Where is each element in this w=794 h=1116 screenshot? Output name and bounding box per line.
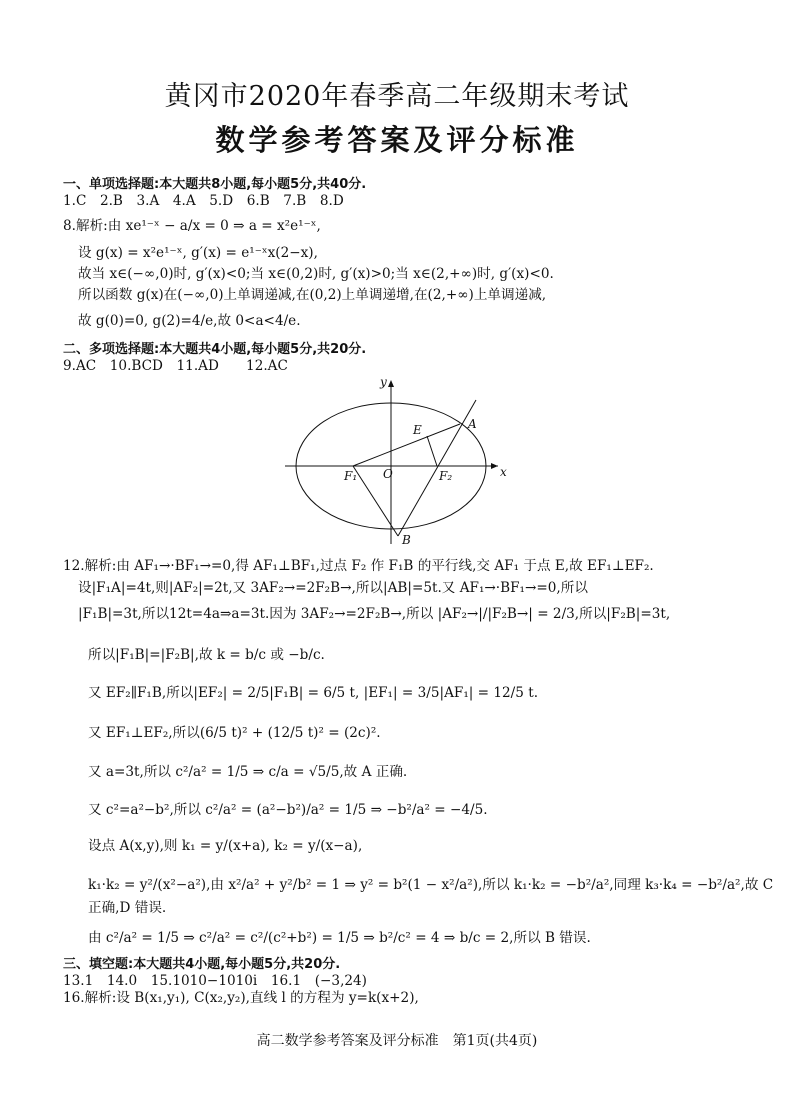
- section1-answers: 1.C 2.B 3.A 4.A 5.D 6.B 7.B 8.D: [63, 193, 344, 209]
- line-f1-a: [353, 424, 460, 466]
- q12-line-10: k₁·k₂ = y²/(x²−a²),由 x²/a² + y²/b² = 1 ⇒ y² = b²(1 − x²/a²),所以 k₁·k₂ = −b²/a²,同理 k₃·k₄ = −b²/a²,故 C: [88, 877, 774, 893]
- label-e: E: [413, 423, 422, 437]
- q8-line-2: 设 g(x) = x²e¹⁻ˣ, g′(x) = e¹⁻ˣx(2−x),: [78, 245, 318, 261]
- q8-line-1: 8.解析:由 xe¹⁻ˣ − a/x = 0 ⇒ a = x²e¹⁻ˣ,: [63, 218, 321, 234]
- section1-heading: 一、单项选择题:本大题共8小题,每小题5分,共40分.: [63, 177, 367, 192]
- label-y: y: [380, 375, 387, 389]
- label-f2: F₂: [439, 469, 453, 483]
- section2-heading: 二、多项选择题:本大题共4小题,每小题5分,共20分.: [63, 342, 367, 357]
- line-ab: [398, 400, 476, 536]
- ellipse-figure: [280, 372, 520, 550]
- q12-line-11: 正确,D 错误.: [88, 900, 167, 916]
- x-axis-arrow-icon: [491, 463, 498, 469]
- section3-answers: 13.1 14.0 15.1010−1010i 16.1 (−3,24): [63, 973, 367, 989]
- line-e-f2: [427, 436, 437, 466]
- label-b: B: [402, 533, 411, 547]
- answer-key-title: 数学参考答案及评分标准: [215, 123, 579, 157]
- q12-line-3: |F₁B|=3t,所以12t=4a⇒a=3t.因为 3AF₂→=2F₂B→,所以 |AF₂→|/|F₂B→| = 2/3,所以|F₂B|=3t,: [78, 606, 671, 622]
- q12-line-8: 又 c²=a²−b²,所以 c²/a² = (a²−b²)/a² = 1/5 ⇒ −b²/a² = −4/5.: [88, 802, 488, 818]
- q16-line-1: 16.解析:设 B(x₁,y₁), C(x₂,y₂),直线 l 的方程为 y=k(x+2),: [63, 990, 419, 1006]
- q12-line-2: 设|F₁A|=4t,则|AF₂|=2t,又 3AF₂→=2F₂B→,所以|AB|=5t.又 AF₁→·BF₁→=0,所以: [78, 580, 588, 596]
- q8-line-5: 故 g(0)=0, g(2)=4/e,故 0<a<4/e.: [78, 313, 301, 329]
- label-a: A: [468, 417, 477, 431]
- q12-line-4: 所以|F₁B|=|F₂B|,故 k = b/c 或 −b/c.: [88, 647, 325, 663]
- q8-line-3: 故当 x∈(−∞,0)时, g′(x)<0;当 x∈(0,2)时, g′(x)>0;当 x∈(2,+∞)时, g′(x)<0.: [78, 266, 554, 282]
- q12-line-12: 由 c²/a² = 1/5 ⇒ c²/a² = c²/(c²+b²) = 1/5 ⇒ b²/c² = 4 ⇒ b/c = 2,所以 B 错误.: [88, 930, 591, 946]
- q12-line-9: 设点 A(x,y),则 k₁ = y/(x+a), k₂ = y/(x−a),: [88, 838, 363, 854]
- q12-line-6: 又 EF₁⊥EF₂,所以(6/5 t)² + (12/5 t)² = (2c)².: [88, 725, 381, 741]
- label-x: x: [500, 465, 507, 479]
- q12-line-5: 又 EF₂∥F₁B,所以|EF₂| = 2/5|F₁B| = 6/5 t, |EF₁| = 3/5|AF₁| = 12/5 t.: [88, 685, 539, 701]
- q12-line-1: 12.解析:由 AF₁→·BF₁→=0,得 AF₁⊥BF₁,过点 F₂ 作 F₁B 的平行线,交 AF₁ 于点 E,故 EF₁⊥EF₂.: [63, 558, 654, 574]
- exam-title: 黄冈市2020年春季高二年级期末考试: [164, 81, 630, 112]
- label-o: O: [383, 467, 393, 481]
- q8-line-4: 所以函数 g(x)在(−∞,0)上单调递减,在(0,2)上单调递增,在(2,+∞)上单调递减,: [78, 287, 547, 303]
- label-f1: F₁: [344, 469, 358, 483]
- y-axis-arrow-icon: [388, 380, 394, 387]
- section2-answers: 9.AC 10.BCD 11.AD 12.AC: [63, 358, 288, 374]
- section3-heading: 三、填空题:本大题共4小题,每小题5分,共20分.: [63, 957, 341, 972]
- page-footer: 高二数学参考答案及评分标准 第1页(共4页): [256, 1033, 538, 1049]
- q12-line-7: 又 a=3t,所以 c²/a² = 1/5 ⇒ c/a = √5/5,故 A 正确.: [88, 764, 408, 780]
